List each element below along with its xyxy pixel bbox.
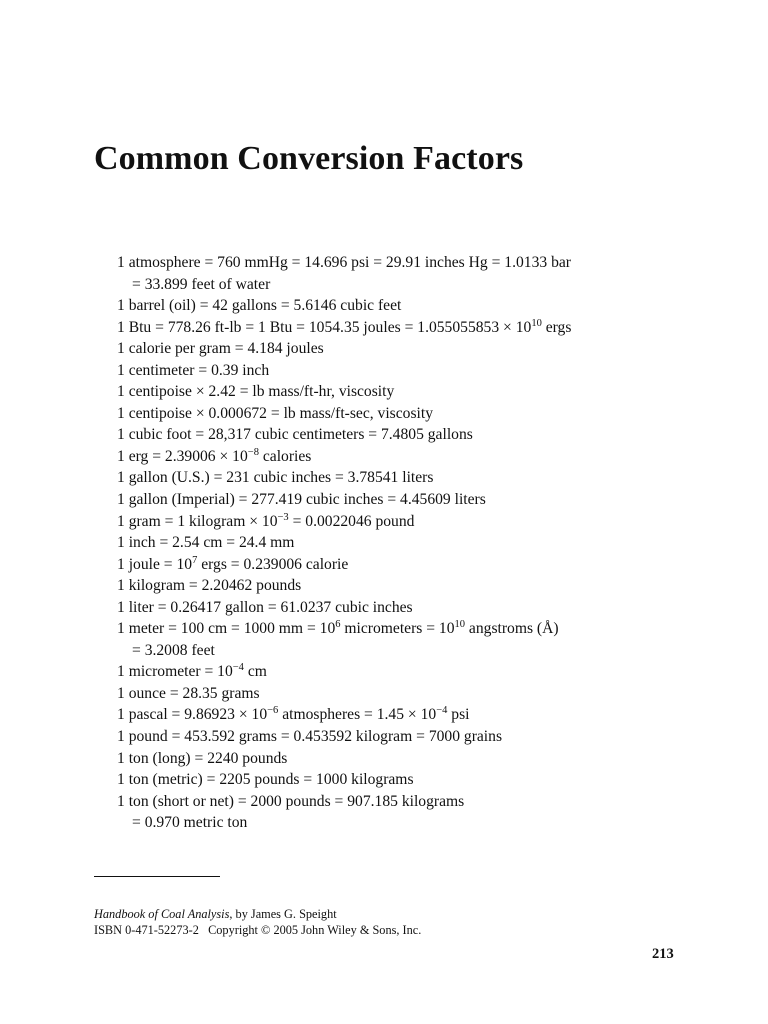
factor-text: psi [447,706,470,724]
factor-continuation-line [117,640,717,662]
factor-text: ergs [541,318,572,336]
factor-line [117,295,717,317]
exponent: 7 [192,554,198,566]
conversion-factor [117,575,717,597]
factor-text: 1 ton (long) = 2240 pounds [117,749,288,767]
factor-text: = 0.970 metric ton [132,814,248,832]
factor-line [117,791,717,813]
factor-line [117,403,717,425]
factor-text: 1 micrometer = 10 [117,663,233,681]
conversion-factor [117,424,717,446]
factor-text: 1 inch = 2.54 cm = 24.4 mm [117,534,295,552]
factor-text: ergs = 0.239006 calorie [197,555,349,573]
factor-text: 1 atmosphere = 760 mmHg = 14.696 psi = 29.91 inches Hg = 1.0133 bar [117,254,571,271]
factor-line [117,317,717,339]
factor-text: 1 meter = 100 cm = 1000 mm = 10 [117,620,336,638]
factor-text: 1 barrel (oil) = 42 gallons = 5.6146 cubic feet [117,297,402,315]
factor-line [117,467,717,489]
factor-continuation-line [117,812,717,834]
factor-line [117,511,717,533]
conversion-factor [117,381,717,403]
factor-text: atmospheres = 1.45 × 10 [278,706,437,724]
factor-line [117,726,717,748]
exponent: 10 [531,317,542,329]
conversion-factor [117,489,717,511]
conversion-factor [117,403,717,425]
conversion-factor [117,511,717,533]
factor-text: 1 kilogram = 2.20462 pounds [117,577,302,595]
factor-line [117,597,717,619]
factor-line [117,252,717,274]
factor-line [117,424,717,446]
book-title: Handbook of Coal Analysis [94,907,230,921]
factor-line [117,683,717,705]
exponent: 6 [335,619,341,631]
factor-line [117,381,717,403]
factor-text: 1 calorie per gram = 4.184 joules [117,340,324,358]
factor-text: 1 cubic foot = 28,317 cubic centimeters = 7.4805 gallons [117,426,473,444]
factor-text: = 33.899 feet of water [132,275,271,293]
factor-text: 1 ton (metric) = 2205 pounds = 1000 kilograms [117,771,414,789]
conversion-factor [117,252,717,295]
factor-line [117,575,717,597]
conversion-factor [117,467,717,489]
conversion-factor [117,597,717,619]
conversion-factor [117,338,717,360]
factor-text: 1 pascal = 9.86923 × 10 [117,706,268,724]
conversion-factor [117,532,717,554]
footnote-isbn: ISBN 0-471-52273-2 Copyright © 2005 John Wiley & Sons, Inc. [94,922,422,937]
factor-text: 1 liter = 0.26417 gallon = 61.0237 cubic inches [117,598,413,616]
conversion-factor [117,295,717,317]
factor-line [117,748,717,770]
factor-line [117,446,717,468]
factor-text: calories [258,447,312,465]
factor-text: = 0.0022046 pound [288,512,415,530]
factor-text: 1 ounce = 28.35 grams [117,684,260,702]
exponent: −4 [436,705,448,717]
factor-text: angstroms (Å) [465,620,559,638]
conversion-factor [117,769,717,791]
factor-line [117,532,717,554]
conversion-factor [117,683,717,705]
book-byline: , by James G. Speight [229,907,337,921]
exponent: −6 [267,705,279,717]
exponent: −8 [247,446,259,458]
conversion-factor [117,791,717,834]
factor-text: 1 gram = 1 kilogram × 10 [117,512,278,530]
factor-text: 1 centipoise × 2.42 = lb mass/ft-hr, viscosity [117,383,395,401]
factor-line [117,704,717,726]
factor-line [117,661,717,683]
conversion-factor [117,618,717,661]
factor-text: 1 gallon (Imperial) = 277.419 cubic inches = 4.45609 liters [117,491,486,509]
factor-line [117,338,717,360]
page-number: 213 [652,946,674,962]
exponent: 10 [454,619,466,631]
conversion-factor [117,726,717,748]
conversion-factor [117,317,717,339]
conversion-factor [117,446,717,468]
conversion-factor [117,748,717,770]
factor-text: 1 Btu = 778.26 ft-lb = 1 Btu = 1054.35 joules = 1.055055853 × 10 [117,318,532,336]
factor-text: 1 centipoise × 0.000672 = lb mass/ft-sec, viscosity [117,404,433,422]
conversion-factor [117,704,717,726]
footnote-rule [94,876,220,877]
factor-line [117,618,717,640]
conversion-factor [117,661,717,683]
factor-continuation-line [117,274,717,296]
footnote-citation [94,907,421,923]
factor-text: 1 ton (short or net) = 2000 pounds = 907.185 kilograms [117,792,465,810]
factor-text: cm [243,663,267,681]
page-title: Common Conversion Factors [94,140,524,177]
factor-text: micrometers = 10 [340,620,455,638]
factor-text: 1 joule = 10 [117,555,193,573]
factor-text: 1 pound = 453.592 grams = 0.453592 kilogram = 7000 grains [117,728,503,746]
conversion-factor [117,360,717,382]
exponent: −4 [232,662,244,674]
factor-line [117,360,717,382]
factor-text: = 3.2008 feet [132,641,215,659]
factor-line [117,769,717,791]
conversion-factor-list [117,252,717,834]
factor-text: 1 centimeter = 0.39 inch [117,361,270,379]
factor-text: 1 gallon (U.S.) = 231 cubic inches = 3.78541 liters [117,469,434,487]
factor-text: 1 erg = 2.39006 × 10 [117,447,248,465]
factor-line [117,554,717,576]
exponent: −3 [277,511,289,523]
footnote [94,907,421,938]
conversion-factor [117,554,717,576]
factor-line [117,489,717,511]
